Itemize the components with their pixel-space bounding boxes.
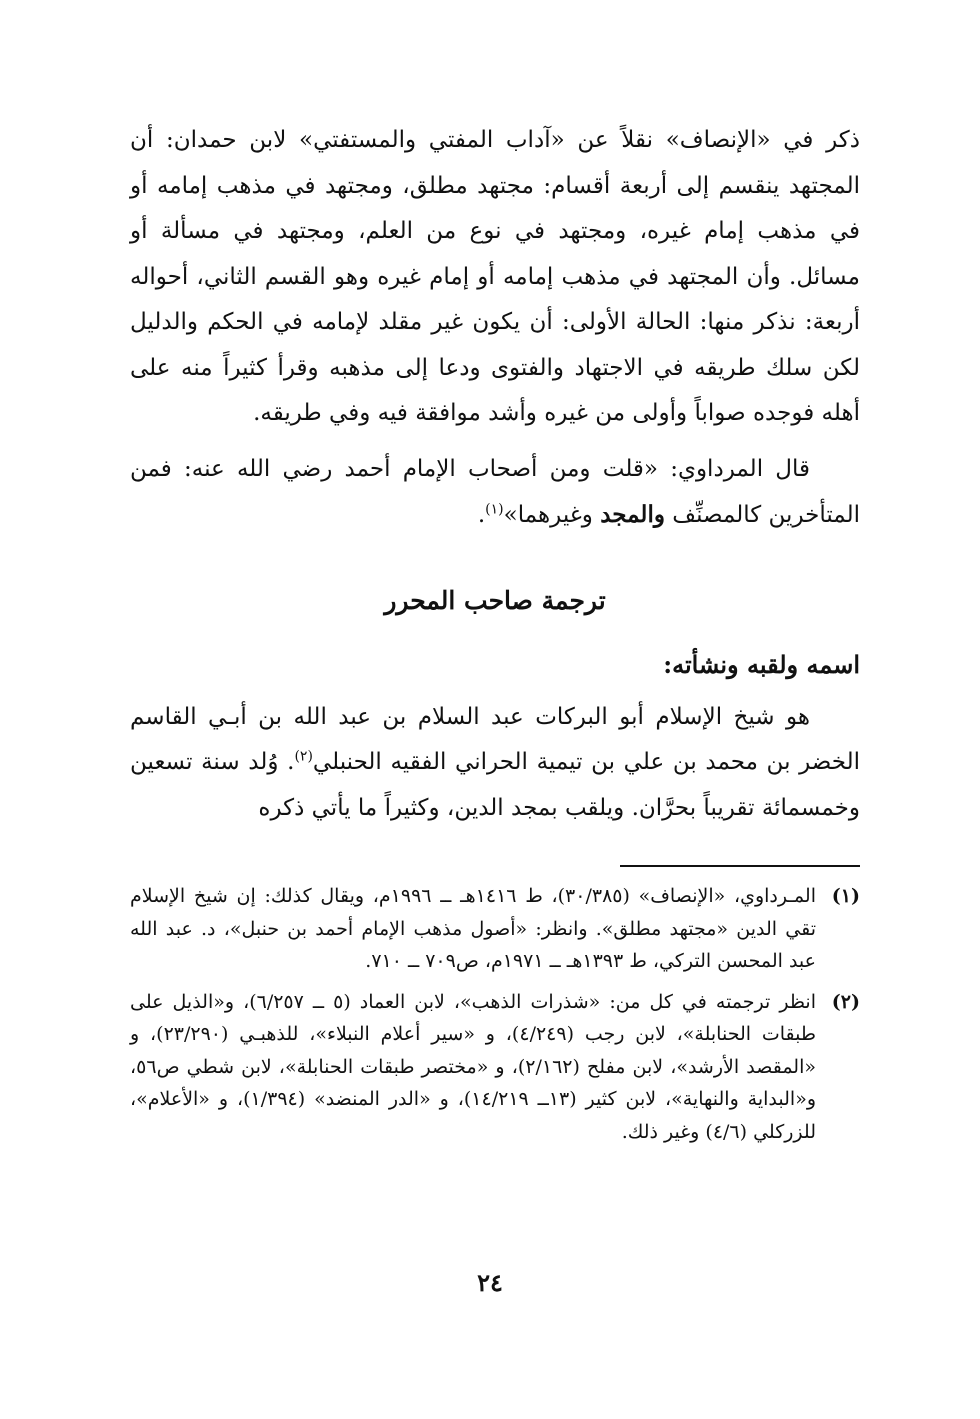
subheading: اسمه ولقبه ونشأته:: [663, 649, 860, 679]
paragraph-2-bold: والمجد: [600, 501, 665, 528]
paragraph-2: [130, 447, 860, 539]
footnote-1: [130, 880, 860, 978]
paragraph-3-end: . وُلد سنة تسعين وخمسمائة تقريباً بحرَّان. ويلقب بمجد الدين، وكثيراً ما يأتي ذكره: [130, 749, 860, 821]
footnote-divider: [620, 865, 860, 867]
paragraph-1: ذكر في «الإنصاف» نقلاً عن «آداب المفتي والمستفتي» لابن حمدان: أن المجتهد ينقسم إلى أربعة أقسام: مجتهد مطلق، ومجتهد في مذهب إمامه أو في مذهب إمام غيره، ومجتهد في نوع من العلم، ومجتهد في مسألة أو مسائل. وأن المجتهد في مذهب إمامه أو إمام غيره وهو القسم الثاني، أحواله أربعة: نذكر منها: الحالة الأولى: أن يكون غير مقلد لإمامه في الحكم والدليل لكن سلك طريقه في الاجتهاد والفتوى ودعا إلى مذهبه وقرأ كثيراً منه على أهله فوجده صواباً وأولى من غيره وأشد موافقة فيه وفي طريقه.: [130, 127, 860, 426]
paragraph-2-start: قال المرداوي: «قلت ومن أصحاب الإمام أحمد رضي الله عنه: فمن المتأخرين كالمصنِّف: [130, 455, 860, 528]
section-title: ترجمة صاحب المحرر: [384, 585, 606, 615]
main-text: [130, 118, 860, 831]
page-number: ٢٤: [477, 1268, 503, 1297]
footnote-ref-2[interactable]: (٢): [294, 748, 313, 765]
footnote-ref-1[interactable]: (١): [485, 501, 504, 518]
footnote-number: (١): [831, 885, 860, 907]
paragraph-3: [130, 695, 860, 832]
paragraph-3-start: هو شيخ الإسلام أبو البركات عبد السلام بن عبد الله بن أبـي القاسم الخضر بن محمد بن علي بن تيمية الحراني الفقيه الحنبلي: [130, 703, 860, 775]
paragraph-2-end: وغيرهما»: [503, 502, 601, 528]
paragraph-2-tail: .: [477, 502, 486, 528]
footnote-number: (٢): [831, 990, 860, 1013]
footnote-2: [130, 986, 860, 1149]
footnote-text: المـرداوي، «الإنصاف» (٣٠/٣٨٥)، ط ١٤١٦هـ ــ ١٩٩٦م، ويقال كذلك: إن شيخ الإسلام تقي الدين «مجتهد مطلق». وانظر: «أصول مذهب الإمام أحمد بن حنبل»، د. عبد الله عبد المحسن التركي، ط ١٣٩٣هـ ــ ١٩٧١م، ص٧٠٩ ــ ٧١٠.: [130, 885, 816, 972]
footnotes: [130, 880, 860, 1156]
footnote-text: انظر ترجمته في كل من: «شذرات الذهب»، لابن العماد (٥ ــ ٦/٢٥٧)، و«الذيل على طبقات الحنابلة»، لابن رجب (٤/٢٤٩)، و «سير أعلام النبلاء»، للذهبـي (٢٣/٢٩٠)، و «المقصد الأرشد»، لابن مفلح (٢/١٦٢)، و «مختصر طبقات الحنابلة»، لابن شطي ص٥٦، و«البداية والنهاية»، لابن كثير (١٣ــ ١٤/٢١٩)، و «الدر المنضد» (١/٣٩٤)، و «الأعلام»، للزركلي (٤/٦) وغير ذلك.: [130, 990, 817, 1143]
